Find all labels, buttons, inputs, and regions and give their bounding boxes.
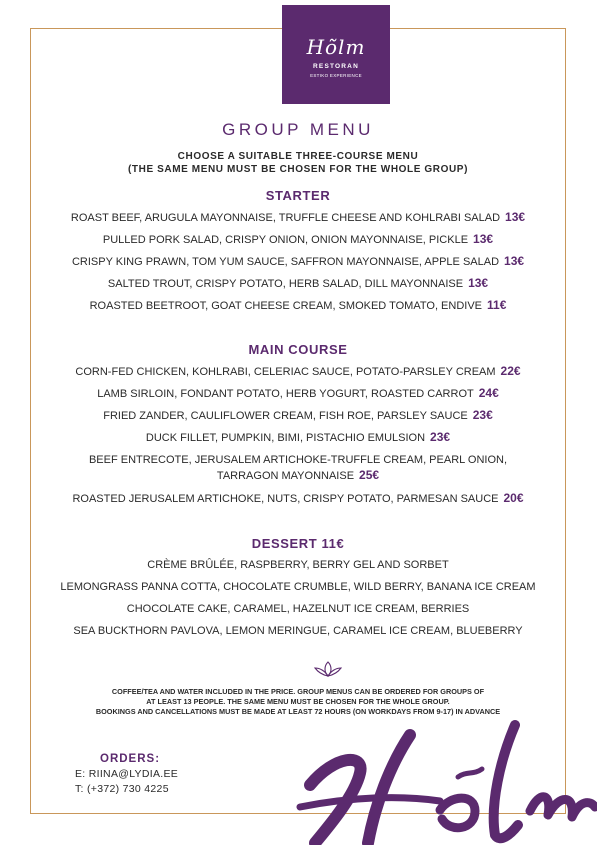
orders-block [75,752,178,797]
item-name: CRISPY KING PRAWN, TOM YUM SAUCE, SAFFRON MAYONNAISE, APPLE SALAD [71,256,500,268]
main-item [60,491,536,507]
leaf-ornament-icon [313,660,343,678]
main-item [60,408,536,424]
main-item [60,453,536,484]
main-item [60,386,536,402]
dessert-heading: DESSERT 11€ [251,536,345,551]
footer-line-2: AT LEAST 13 PEOPLE. THE SAME MENU MUST BE CHOSEN FOR THE WHOLE GROUP. [146,697,450,706]
item-price: 25€ [359,468,380,482]
page-subtitle [30,150,566,176]
logo-name: RESTORAN [313,63,359,70]
logo-tagline: ESTIKO EXPERIENCE [310,73,362,78]
logo-script: Hõlm [306,35,366,59]
item-name: ROAST BEEF, ARUGULA MAYONNAISE, TRUFFLE CHEESE AND KOHLRABI SALAD [70,212,501,224]
item-price: 24€ [478,386,499,400]
footer-notes [30,687,566,717]
footer-line-1: COFFEE/TEA AND WATER INCLUDED IN THE PRICE. GROUP MENUS CAN BE ORDERED FOR GROUPS OF [111,687,485,696]
item-name: PULLED PORK SALAD, CRISPY ONION, ONION MAYONNAISE, PICKLE [102,234,469,246]
starter-heading: STARTER [265,188,331,203]
dessert-item: CHOCOLATE CAKE, CARAMEL, HAZELNUT ICE CREAM, BERRIES [126,603,470,615]
item-price: 11€ [487,298,507,312]
item-name: ROASTED JERUSALEM ARTICHOKE, NUTS, CRISPY POTATO, PARMESAN SAUCE [72,493,499,505]
email-contact[interactable]: E: RIINA@LYDIA.EE [75,768,179,780]
starter-item [60,232,536,248]
dessert-item: LEMONGRASS PANNA COTTA, CHOCOLATE CRUMBLE, WILD BERRY, BANANA ICE CREAM [60,581,536,593]
script-logo-decoration [290,715,597,845]
starter-item [60,254,536,270]
item-price: 13€ [473,232,494,246]
item-price: 13€ [468,276,489,290]
item-name: ROASTED BEETROOT, GOAT CHEESE CREAM, SMOKED TOMATO, ENDIVE [89,300,483,312]
starter-item [60,276,536,292]
item-price: 23€ [430,430,451,444]
dessert-item: CRÈME BRÛLÉE, RASPBERRY, BERRY GEL AND SORBET [147,559,449,571]
item-name: CORN-FED CHICKEN, KOHLRABI, CELERIAC SAUCE, POTATO-PARSLEY CREAM [75,366,496,378]
main-course-heading: MAIN COURSE [248,342,348,357]
starter-item [60,210,536,226]
main-item [60,430,536,446]
item-price: 23€ [472,408,493,422]
main-item [60,364,536,380]
orders-title: ORDERS: [100,753,161,765]
item-name: BEEF ENTRECOTE, JERUSALEM ARTICHOKE-TRUFFLE CREAM, PEARL ONION, TARRAGON MAYONNAISE [88,454,508,482]
subtitle-line-1: CHOOSE A SUITABLE THREE-COURSE MENU [177,151,419,162]
restaurant-logo [282,5,390,104]
item-price: 22€ [500,364,521,378]
item-price: 13€ [504,254,525,268]
starter-item [60,298,536,314]
phone-contact[interactable]: T: (+372) 730 4225 [75,783,169,795]
item-price: 20€ [503,491,524,505]
footer-line-3: BOOKINGS AND CANCELLATIONS MUST BE MADE AT LEAST 72 HOURS (ON WORKDAYS FROM 9-17) IN ADVANCE [95,707,501,716]
item-price: 13€ [505,210,526,224]
item-name: SALTED TROUT, CRISPY POTATO, HERB SALAD, DILL MAYONNAISE [107,278,464,290]
subtitle-line-2: (THE SAME MENU MUST BE CHOSEN FOR THE WHOLE GROUP) [128,164,468,175]
page-title: GROUP MENU [222,120,374,139]
item-name: FRIED ZANDER, CAULIFLOWER CREAM, FISH ROE, PARSLEY SAUCE [103,410,468,422]
dessert-item: SEA BUCKTHORN PAVLOVA, LEMON MERINGUE, CARAMEL ICE CREAM, BLUEBERRY [73,625,523,637]
item-name: DUCK FILLET, PUMPKIN, BIMI, PISTACHIO EMULSION [145,432,426,444]
item-name: LAMB SIRLOIN, FONDANT POTATO, HERB YOGURT, ROASTED CARROT [97,388,474,400]
